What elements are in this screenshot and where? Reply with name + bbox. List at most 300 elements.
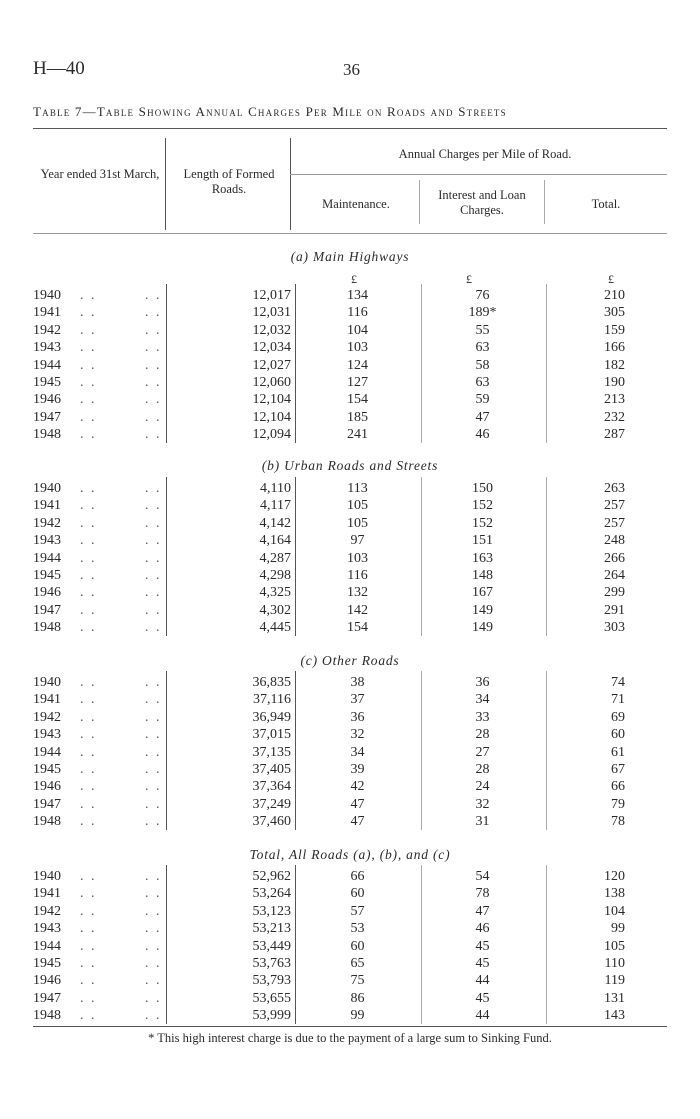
- leader-dots: . .: [80, 938, 97, 954]
- cell-length: 12,104: [252, 409, 291, 425]
- leader-dots: . .: [80, 814, 97, 830]
- cell-maintenance: 65: [350, 956, 365, 971]
- cell-interest: 44: [475, 1008, 490, 1024]
- leader-dots: . .: [145, 744, 162, 760]
- cell-year: 1940: [33, 481, 61, 496]
- cell-year: 1944: [33, 357, 61, 373]
- leader-dots: . .: [145, 762, 162, 777]
- leader-dots: . .: [80, 375, 97, 390]
- leader-dots: . .: [80, 796, 97, 812]
- page-number: 36: [343, 60, 360, 79]
- leader-dots: . .: [145, 886, 162, 902]
- leader-dots: . .: [80, 515, 97, 531]
- section-title: (a) Main Highways: [290, 249, 410, 264]
- cell-length: 4,117: [260, 498, 291, 514]
- leader-dots: . .: [145, 481, 162, 496]
- cell-total: 61: [611, 744, 625, 760]
- table-row: [0, 585, 700, 602]
- leader-dots: . .: [145, 903, 162, 919]
- cell-total: 110: [604, 956, 625, 971]
- leader-dots: . .: [145, 921, 162, 937]
- footnote: * This high interest charge is due to the payment of a large sum to Sinking Fund.: [148, 1031, 552, 1045]
- cell-length: 12,031: [252, 305, 291, 321]
- cell-interest: 34: [475, 692, 490, 708]
- cell-length: 12,017: [252, 288, 291, 303]
- cell-maintenance: 104: [347, 322, 368, 338]
- cell-length: 37,015: [252, 727, 291, 743]
- col-divider-2: [290, 138, 291, 230]
- table-row: [0, 779, 700, 796]
- leader-dots: . .: [80, 956, 97, 971]
- table-row: [0, 939, 700, 956]
- cell-interest: 58: [475, 357, 490, 373]
- leader-dots: . .: [80, 585, 97, 601]
- cell-year: 1947: [33, 796, 61, 812]
- cell-interest: 163: [472, 550, 493, 566]
- cell-interest: 24: [475, 779, 490, 795]
- cell-total: 287: [604, 427, 625, 443]
- section-title: Total, All Roads (a), (b), and (c): [249, 847, 451, 862]
- cell-interest: 54: [475, 869, 490, 884]
- cell-year: 1948: [33, 1008, 61, 1024]
- cell-maintenance: 34: [350, 744, 365, 760]
- cell-interest: 148: [472, 568, 493, 583]
- cell-maintenance: 105: [347, 498, 368, 514]
- table-row: [0, 886, 700, 903]
- cell-year: 1946: [33, 585, 61, 601]
- section-title: (c) Other Roads: [300, 653, 400, 668]
- cell-total: 291: [604, 602, 625, 618]
- leader-dots: . .: [80, 602, 97, 618]
- table-bottom-rule: [33, 1026, 667, 1027]
- cell-interest: 32: [475, 796, 490, 812]
- leader-dots: . .: [80, 322, 97, 338]
- table-row: [0, 869, 700, 886]
- leader-dots: . .: [80, 692, 97, 708]
- cell-maintenance: 47: [350, 814, 365, 830]
- cell-year: 1940: [33, 675, 61, 690]
- leader-dots: . .: [145, 585, 162, 601]
- cell-total: 299: [604, 585, 625, 601]
- table-row: [0, 481, 700, 498]
- leader-dots: . .: [145, 533, 162, 549]
- cell-maintenance: 60: [350, 938, 365, 954]
- cell-year: 1944: [33, 550, 61, 566]
- cell-length: 52,962: [252, 869, 291, 884]
- cell-maintenance: 185: [347, 409, 368, 425]
- cell-maintenance: 75: [350, 973, 365, 989]
- col-interest: Interest and Loan Charges.: [438, 188, 526, 217]
- cell-maintenance: 32: [350, 727, 365, 743]
- cell-length: 53,793: [252, 973, 291, 989]
- cell-interest: 45: [475, 990, 490, 1006]
- cell-total: 104: [604, 903, 625, 919]
- cell-year: 1948: [33, 620, 61, 636]
- cell-length: 12,034: [252, 340, 291, 356]
- cell-total: 190: [604, 375, 625, 390]
- cell-year: 1943: [33, 921, 61, 937]
- cell-length: 4,164: [259, 533, 291, 549]
- cell-interest: 76: [475, 288, 490, 303]
- leader-dots: . .: [145, 375, 162, 390]
- cell-maintenance: 241: [347, 427, 368, 443]
- cell-length: 12,032: [252, 322, 291, 338]
- cell-length: 12,027: [252, 357, 291, 373]
- leader-dots: . .: [145, 779, 162, 795]
- cell-total: 248: [604, 533, 625, 549]
- cell-maintenance: 116: [347, 305, 368, 321]
- cell-year: 1940: [33, 288, 61, 303]
- leader-dots: . .: [80, 709, 97, 725]
- leader-dots: . .: [80, 620, 97, 636]
- col-divider-4: [544, 180, 545, 224]
- cell-year: 1941: [33, 886, 61, 902]
- leader-dots: . .: [145, 392, 162, 408]
- cell-length: 12,104: [252, 392, 291, 408]
- cell-interest: 63: [475, 340, 490, 356]
- leader-dots: . .: [80, 921, 97, 937]
- leader-dots: . .: [145, 796, 162, 812]
- leader-dots: . .: [145, 709, 162, 725]
- leader-dots: . .: [80, 305, 97, 321]
- cell-total: 143: [604, 1008, 625, 1024]
- cell-year: 1942: [33, 515, 61, 531]
- cell-year: 1946: [33, 392, 61, 408]
- cell-maintenance: 42: [350, 779, 365, 795]
- leader-dots: . .: [145, 869, 162, 884]
- cell-interest: 152: [472, 515, 493, 531]
- cell-total: 257: [604, 515, 625, 531]
- table-row: [0, 745, 700, 762]
- cell-length: 37,364: [252, 779, 291, 795]
- cell-interest: 28: [475, 762, 490, 777]
- table-row: [0, 1008, 700, 1025]
- table-title: Table 7—Table Showing Annual Charges Per Mile on Roads and Streets: [33, 104, 507, 119]
- cell-year: 1945: [33, 375, 61, 390]
- leader-dots: . .: [80, 409, 97, 425]
- leader-dots: . .: [145, 568, 162, 583]
- leader-dots: . .: [80, 427, 97, 443]
- leader-dots: . .: [145, 938, 162, 954]
- leader-dots: . .: [80, 340, 97, 356]
- leader-dots: . .: [80, 886, 97, 902]
- cell-interest: 151: [472, 533, 493, 549]
- cell-maintenance: 154: [347, 392, 368, 408]
- cell-year: 1947: [33, 602, 61, 618]
- group-rule: [290, 174, 667, 175]
- cell-length: 36,835: [252, 675, 291, 690]
- cell-maintenance: 132: [347, 585, 368, 601]
- page-ref: H—40: [33, 58, 85, 79]
- leader-dots: . .: [145, 814, 162, 830]
- table-row: [0, 375, 700, 392]
- cell-total: 263: [604, 481, 625, 496]
- table-row: [0, 568, 700, 585]
- cell-maintenance: 124: [347, 357, 368, 373]
- cell-interest: 55: [475, 322, 490, 338]
- header-top-rule: [33, 128, 667, 129]
- cell-maintenance: 116: [347, 568, 368, 583]
- cell-length: 12,060: [252, 375, 291, 390]
- leader-dots: . .: [80, 481, 97, 496]
- cell-length: 37,116: [253, 692, 291, 708]
- leader-dots: . .: [145, 990, 162, 1006]
- leader-dots: . .: [80, 675, 97, 690]
- table-row: [0, 358, 700, 375]
- leader-dots: . .: [80, 779, 97, 795]
- leader-dots: . .: [80, 288, 97, 303]
- cell-length: 53,999: [252, 1008, 291, 1024]
- cell-maintenance: 47: [350, 796, 365, 812]
- leader-dots: . .: [80, 869, 97, 884]
- cell-total: 159: [604, 322, 625, 338]
- cell-total: 67: [611, 762, 625, 777]
- col-maintenance: Maintenance.: [322, 197, 390, 211]
- cell-interest: 46: [475, 427, 490, 443]
- cell-total: 119: [604, 973, 625, 989]
- leader-dots: . .: [80, 533, 97, 549]
- table-row: [0, 516, 700, 533]
- cell-maintenance: 37: [350, 692, 365, 708]
- cell-length: 53,264: [252, 886, 291, 902]
- cell-length: 53,449: [252, 938, 291, 954]
- cell-maintenance: 53: [350, 921, 365, 937]
- cell-length: 37,405: [252, 762, 291, 777]
- leader-dots: . .: [145, 1008, 162, 1024]
- table-row: [0, 727, 700, 744]
- cell-maintenance: 36: [350, 709, 365, 725]
- cell-maintenance: 38: [350, 675, 365, 690]
- leader-dots: . .: [80, 973, 97, 989]
- table-row: [0, 533, 700, 550]
- cell-total: 99: [611, 921, 625, 937]
- cell-total: 79: [611, 796, 625, 812]
- cell-total: 131: [604, 990, 625, 1006]
- leader-dots: . .: [145, 973, 162, 989]
- cell-total: 166: [604, 340, 625, 356]
- leader-dots: . .: [145, 515, 162, 531]
- cell-year: 1946: [33, 973, 61, 989]
- cell-maintenance: 66: [350, 869, 365, 884]
- col-divider-1: [165, 138, 166, 230]
- cell-year: 1947: [33, 990, 61, 1006]
- leader-dots: . .: [145, 602, 162, 618]
- cell-total: 266: [604, 550, 625, 566]
- table-row: [0, 288, 700, 305]
- cell-total: 303: [604, 620, 625, 636]
- cell-year: 1944: [33, 938, 61, 954]
- cell-year: 1943: [33, 727, 61, 743]
- leader-dots: . .: [80, 1008, 97, 1024]
- cell-interest: 63: [475, 375, 490, 390]
- cell-total: 257: [604, 498, 625, 514]
- cell-total: 305: [604, 305, 625, 321]
- cell-year: 1943: [33, 340, 61, 356]
- leader-dots: . .: [80, 744, 97, 760]
- table-row: [0, 410, 700, 427]
- cell-maintenance: 103: [347, 550, 368, 566]
- cell-interest: 149: [472, 620, 493, 636]
- cell-length: 37,135: [252, 744, 291, 760]
- cell-total: 210: [604, 288, 625, 303]
- cell-interest: 27: [475, 744, 490, 760]
- table-row: [0, 692, 700, 709]
- table-row: [0, 603, 700, 620]
- cell-maintenance: 105: [347, 515, 368, 531]
- cell-length: 36,949: [252, 709, 291, 725]
- cell-interest: 28: [475, 727, 490, 743]
- cell-length: 53,213: [252, 921, 291, 937]
- cell-maintenance: 103: [347, 340, 368, 356]
- cell-year: 1940: [33, 869, 61, 884]
- leader-dots: . .: [145, 340, 162, 356]
- leader-dots: . .: [80, 727, 97, 743]
- leader-dots: . .: [80, 357, 97, 373]
- cell-year: 1948: [33, 427, 61, 443]
- cell-interest: 167: [472, 585, 493, 601]
- table-row: [0, 973, 700, 990]
- table-row: [0, 991, 700, 1008]
- cell-total: 74: [611, 675, 625, 690]
- table-row: [0, 620, 700, 637]
- cell-maintenance: 86: [350, 990, 365, 1006]
- cell-maintenance: 97: [350, 533, 365, 549]
- table-row: [0, 904, 700, 921]
- cell-total: 60: [611, 727, 625, 743]
- table-row: [0, 814, 700, 831]
- cell-length: 4,298: [259, 568, 291, 583]
- cell-length: 4,445: [259, 620, 291, 636]
- col-total: Total.: [591, 197, 621, 211]
- table-row: [0, 551, 700, 568]
- leader-dots: . .: [80, 392, 97, 408]
- cell-maintenance: 39: [350, 762, 365, 777]
- cell-interest: 149: [472, 602, 493, 618]
- cell-length: 53,655: [252, 990, 291, 1006]
- cell-length: 37,249: [252, 796, 291, 812]
- cell-maintenance: 57: [350, 903, 365, 919]
- cell-interest: 31: [475, 814, 490, 830]
- leader-dots: . .: [80, 568, 97, 583]
- cell-year: 1943: [33, 533, 61, 549]
- cell-year: 1941: [33, 305, 61, 321]
- leader-dots: . .: [145, 727, 162, 743]
- leader-dots: . .: [145, 305, 162, 321]
- cell-year: 1946: [33, 779, 61, 795]
- table-row: [0, 427, 700, 444]
- header-bottom-rule: [33, 233, 667, 234]
- col-year: Year ended 31st March,: [40, 167, 160, 181]
- leader-dots: . .: [145, 409, 162, 425]
- cell-total: 69: [611, 709, 625, 725]
- pound-symbol-maintenance: £: [351, 272, 357, 286]
- cell-total: 232: [604, 409, 625, 425]
- cell-maintenance: 154: [347, 620, 368, 636]
- table-row: [0, 762, 700, 779]
- cell-year: 1942: [33, 903, 61, 919]
- col-annual-group: Annual Charges per Mile of Road.: [398, 147, 572, 161]
- leader-dots: . .: [80, 550, 97, 566]
- leader-dots: . .: [145, 357, 162, 373]
- cell-maintenance: 60: [350, 886, 365, 902]
- cell-maintenance: 134: [347, 288, 368, 303]
- cell-maintenance: 99: [350, 1008, 365, 1024]
- table-row: [0, 323, 700, 340]
- leader-dots: . .: [145, 956, 162, 971]
- cell-length: 37,460: [252, 814, 291, 830]
- cell-total: 138: [604, 886, 625, 902]
- leader-dots: . .: [80, 903, 97, 919]
- cell-interest: 150: [472, 481, 493, 496]
- cell-total: 71: [611, 692, 625, 708]
- table-row: [0, 675, 700, 692]
- table-row: [0, 340, 700, 357]
- cell-length: 4,302: [259, 602, 291, 618]
- leader-dots: . .: [145, 322, 162, 338]
- cell-length: 4,110: [260, 481, 291, 496]
- cell-year: 1944: [33, 744, 61, 760]
- cell-length: 4,142: [259, 515, 291, 531]
- cell-year: 1947: [33, 409, 61, 425]
- cell-year: 1945: [33, 762, 61, 777]
- cell-maintenance: 113: [347, 481, 368, 496]
- cell-total: 105: [604, 938, 625, 954]
- pound-symbol-interest: £: [466, 272, 472, 286]
- table-row: [0, 392, 700, 409]
- col-divider-3: [419, 180, 420, 224]
- leader-dots: . .: [145, 692, 162, 708]
- col-length: Length of Formed Roads.: [183, 167, 275, 196]
- leader-dots: . .: [145, 288, 162, 303]
- table-row: [0, 710, 700, 727]
- leader-dots: . .: [145, 620, 162, 636]
- cell-total: 78: [611, 814, 625, 830]
- cell-maintenance: 142: [347, 602, 368, 618]
- cell-length: 12,094: [252, 427, 291, 443]
- leader-dots: . .: [145, 675, 162, 690]
- cell-interest: 46: [475, 921, 490, 937]
- table-row: [0, 921, 700, 938]
- cell-year: 1948: [33, 814, 61, 830]
- cell-interest: 59: [475, 392, 490, 408]
- cell-total: 120: [604, 869, 625, 884]
- leader-dots: . .: [145, 427, 162, 443]
- cell-interest: 47: [475, 409, 490, 425]
- cell-interest: 45: [475, 956, 490, 971]
- leader-dots: . .: [80, 990, 97, 1006]
- cell-interest: 189*: [468, 305, 497, 321]
- leader-dots: . .: [80, 762, 97, 777]
- table-row: [0, 956, 700, 973]
- cell-interest: 45: [475, 938, 490, 954]
- cell-length: 53,763: [252, 956, 291, 971]
- cell-year: 1941: [33, 692, 61, 708]
- cell-length: 53,123: [252, 903, 291, 919]
- cell-interest: 33: [475, 709, 490, 725]
- section-title: (b) Urban Roads and Streets: [261, 458, 439, 473]
- cell-length: 4,325: [259, 585, 291, 601]
- pound-symbol-total: £: [608, 272, 614, 286]
- cell-year: 1942: [33, 322, 61, 338]
- table-row: [0, 797, 700, 814]
- cell-length: 4,287: [259, 550, 291, 566]
- cell-total: 182: [604, 357, 625, 373]
- cell-year: 1945: [33, 568, 61, 583]
- table-row: [0, 305, 700, 322]
- table-row: [0, 498, 700, 515]
- cell-interest: 47: [475, 903, 490, 919]
- cell-maintenance: 127: [347, 375, 368, 390]
